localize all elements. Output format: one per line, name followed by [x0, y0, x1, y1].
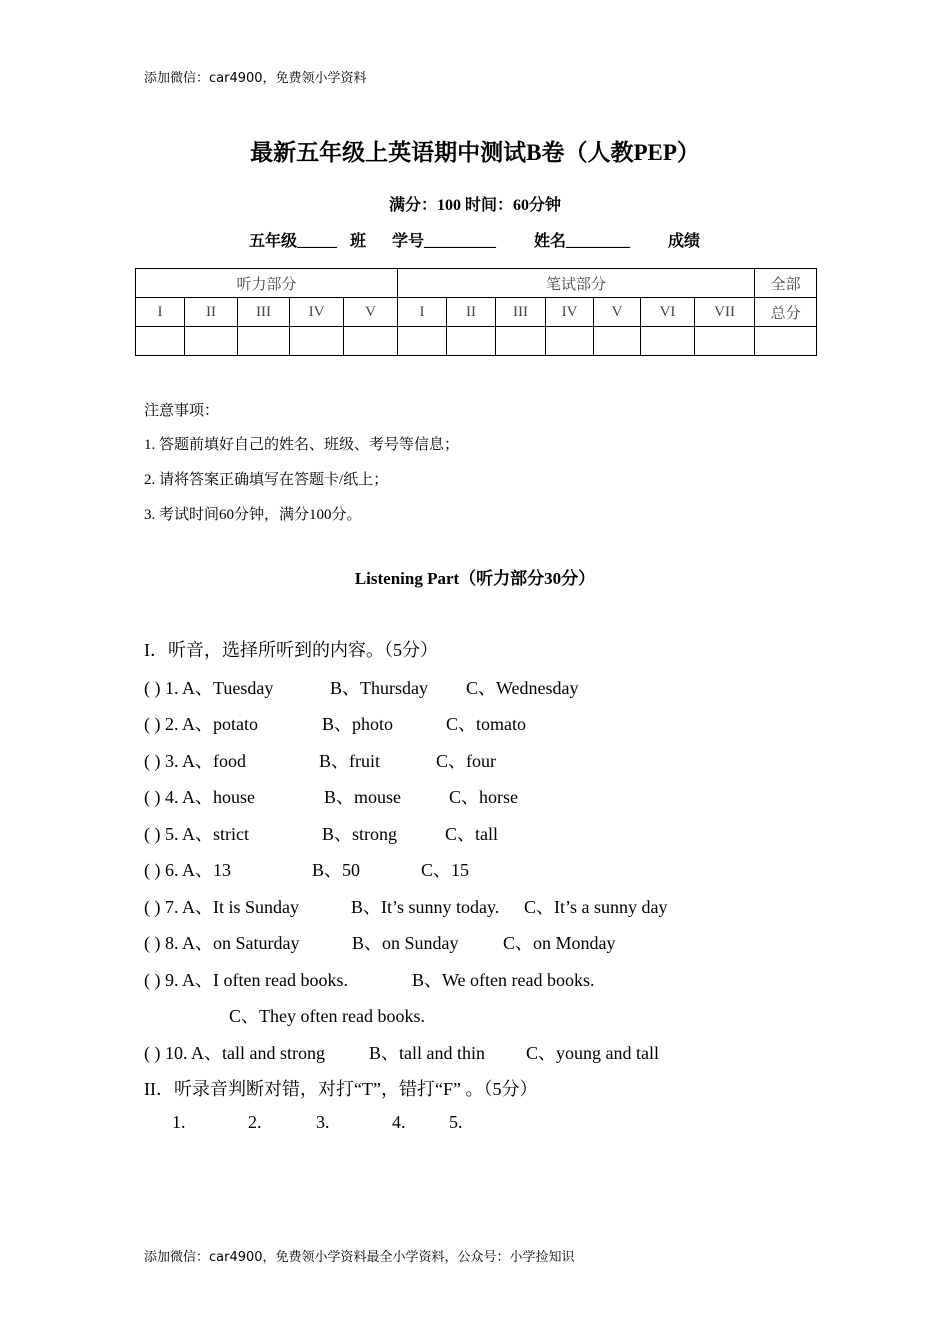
total-subheader: 总分	[755, 298, 817, 327]
option-b: B、Thursday	[330, 678, 428, 698]
info-name: 姓名________	[534, 233, 631, 250]
option-c: C、young and tall	[526, 1043, 659, 1063]
question-stem: ( ) 2. A、potato	[144, 714, 258, 734]
footer-note: 添加微信：car4900，免费领小学资料最全小学资料，公众号：小学捡知识	[144, 1250, 575, 1265]
option-b: B、fruit	[319, 751, 380, 771]
part2-heading: II．听录音判断对错，对打“T”，错打“F” 。（5分）	[144, 1079, 538, 1099]
option-c: C、Wednesday	[466, 678, 579, 698]
option-b: B、strong	[322, 824, 398, 844]
exam-subtitle: 满分：100 时间：60分钟	[388, 197, 561, 214]
written-col: III	[496, 298, 546, 327]
option-c: C、It’s a sunny day	[524, 897, 668, 917]
score-cell	[185, 327, 238, 356]
question-stem: ( ) 3. A、food	[144, 751, 246, 771]
question-stem: ( ) 5. A、strict	[144, 824, 249, 844]
score-table	[135, 268, 817, 356]
written-col: I	[398, 298, 447, 327]
answer-number: 1.	[172, 1112, 186, 1132]
score-cell	[496, 327, 546, 356]
option-c: C、on Monday	[503, 933, 616, 953]
score-cell	[290, 327, 344, 356]
option-b: B、mouse	[324, 787, 402, 807]
info-class: 班	[350, 233, 367, 250]
question-stem: ( ) 6. A、13	[144, 860, 231, 880]
info-grade: 五年级_____	[249, 233, 338, 250]
part1-heading: I．听音，选择所听到的内容。（5分）	[144, 640, 438, 660]
written-header: 笔试部分	[398, 269, 755, 298]
score-cell	[238, 327, 290, 356]
written-col: V	[594, 298, 641, 327]
answer-number: 3.	[316, 1112, 330, 1132]
option-c: C、four	[436, 751, 496, 771]
question-stem: ( ) 7. A、It is Sunday	[144, 897, 299, 917]
written-col: IV	[546, 298, 594, 327]
info-student-id: 学号_________	[392, 233, 497, 250]
option-b: B、50	[312, 860, 361, 880]
score-cell	[447, 327, 496, 356]
question-stem: ( ) 10. A、tall and strong	[144, 1043, 325, 1063]
section-title: Listening Part（听力部分30分）	[354, 569, 596, 588]
note-item: 2. 请将答案正确填写在答题卡/纸上；	[144, 472, 389, 488]
listening-col: V	[344, 298, 398, 327]
option-b: B、We often read books.	[412, 970, 595, 990]
option-c: C、horse	[449, 787, 518, 807]
score-cell	[546, 327, 594, 356]
listening-header: 听力部分	[136, 269, 398, 298]
score-cell	[398, 327, 447, 356]
option-b: B、tall and thin	[369, 1043, 485, 1063]
score-cell	[695, 327, 755, 356]
score-cell	[594, 327, 641, 356]
option-b: B、photo	[322, 714, 394, 734]
listening-col: I	[136, 298, 185, 327]
answer-number: 2.	[248, 1112, 262, 1132]
score-cell	[344, 327, 398, 356]
question-stem: ( ) 1. A、Tuesday	[144, 678, 274, 698]
note-item: 3. 考试时间60分钟，满分100分。	[144, 507, 362, 523]
page-title: 最新五年级上英语期中测试B卷（人教PEP）	[250, 140, 700, 165]
total-header: 全部	[755, 269, 817, 298]
score-cell	[755, 327, 817, 356]
question-9-option-c: C、They often read books.	[229, 1006, 425, 1026]
option-b: B、on Sunday	[352, 933, 459, 953]
question-stem: ( ) 9. A、I often read books.	[144, 970, 348, 990]
option-b: B、It’s sunny today.	[351, 897, 500, 917]
written-col: II	[447, 298, 496, 327]
answer-number: 4.	[392, 1112, 406, 1132]
listening-col: II	[185, 298, 238, 327]
score-cell	[641, 327, 695, 356]
option-c: C、15	[421, 860, 470, 880]
listening-col: IV	[290, 298, 344, 327]
info-score: 成绩	[668, 233, 701, 250]
answer-number: 5.	[449, 1112, 463, 1132]
question-stem: ( ) 8. A、on Saturday	[144, 933, 300, 953]
notes-heading: 注意事项：	[144, 403, 220, 419]
header-note: 添加微信：car4900，免费领小学资料	[144, 71, 367, 86]
question-stem: ( ) 4. A、house	[144, 787, 255, 807]
listening-col: III	[238, 298, 290, 327]
written-col: VII	[695, 298, 755, 327]
option-c: C、tomato	[446, 714, 526, 734]
written-col: VI	[641, 298, 695, 327]
option-c: C、tall	[445, 824, 498, 844]
score-cell	[136, 327, 185, 356]
note-item: 1. 答题前填好自己的姓名、班级、考号等信息；	[144, 437, 460, 453]
